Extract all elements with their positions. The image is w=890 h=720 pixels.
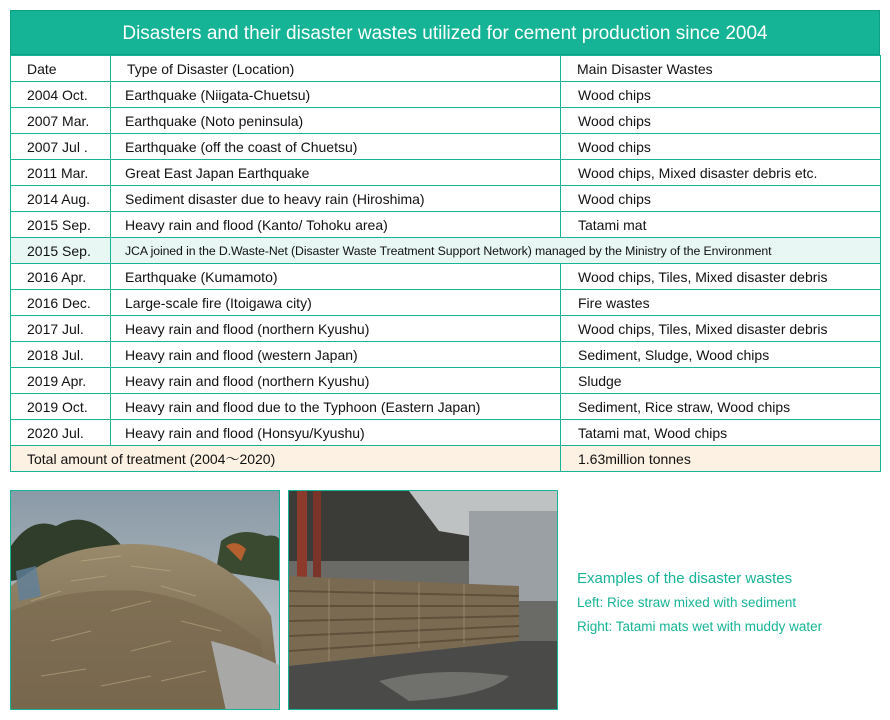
cell-type: Earthquake (Kumamoto) (111, 264, 561, 290)
table-row (11, 316, 881, 342)
cell-type: Heavy rain and flood (Honsyu/Kyushu) (111, 420, 561, 446)
cell-date: 2007 Jul . (11, 134, 111, 160)
cell-wastes: Wood chips (561, 108, 881, 134)
total-row (11, 446, 881, 472)
cell-date: 2011 Mar. (11, 160, 111, 186)
cell-wastes: Fire wastes (561, 290, 881, 316)
table-row (11, 82, 881, 108)
table-row (11, 290, 881, 316)
table-row (11, 264, 881, 290)
table-row (11, 160, 881, 186)
table-header-row (11, 56, 881, 82)
cell-date: 2007 Mar. (11, 108, 111, 134)
cell-date: 2019 Apr. (11, 368, 111, 394)
cell-wastes: Wood chips (561, 186, 881, 212)
cell-type: Heavy rain and flood (northern Kyushu) (111, 368, 561, 394)
cell-date: 2015 Sep. (11, 212, 111, 238)
table-row (11, 342, 881, 368)
cell-wastes: Wood chips (561, 134, 881, 160)
table-row (11, 186, 881, 212)
table-row (11, 212, 881, 238)
cell-date: 2014 Aug. (11, 186, 111, 212)
cell-type: Earthquake (Niigata-Chuetsu) (111, 82, 561, 108)
cell-type: Earthquake (off the coast of Chuetsu) (111, 134, 561, 160)
cell-wastes: Wood chips (561, 82, 881, 108)
cell-type: Great East Japan Earthquake (111, 160, 561, 186)
table-title: Disasters and their disaster wastes utilized for cement production since 2004 (10, 10, 880, 55)
caption-right: Right: Tatami mats wet with muddy water (577, 619, 823, 634)
d-waste-net-row (11, 238, 881, 264)
total-label: Total amount of treatment (2004〜2020) (11, 446, 561, 472)
header-date: Date (11, 56, 111, 82)
caption-title: Examples of the disaster wastes (577, 570, 793, 587)
cell-wastes: Tatami mat, Wood chips (561, 420, 881, 446)
cell-date: 2019 Oct. (11, 394, 111, 420)
cell-date: 2016 Dec. (11, 290, 111, 316)
cell-type: Large-scale fire (Itoigawa city) (111, 290, 561, 316)
cell-date: 2018 Jul. (11, 342, 111, 368)
cell-type: Heavy rain and flood (northern Kyushu) (111, 316, 561, 342)
cell-date: 2017 Jul. (11, 316, 111, 342)
table-row (11, 368, 881, 394)
table-row (11, 134, 881, 160)
photo-caption (577, 570, 822, 643)
header-type: Type of Disaster (Location) (111, 56, 561, 82)
total-value: 1.63million tonnes (561, 446, 881, 472)
header-wastes: Main Disaster Wastes (561, 56, 881, 82)
tatami-mats-stack-photo (288, 490, 558, 710)
cell-wastes: Wood chips, Tiles, Mixed disaster debris (561, 264, 881, 290)
rice-straw-pile-photo (10, 490, 280, 710)
cell-wastes: Wood chips, Mixed disaster debris etc. (561, 160, 881, 186)
cell-date: 2004 Oct. (11, 82, 111, 108)
cell-type: Sediment disaster due to heavy rain (Hiroshima) (111, 186, 561, 212)
d-waste-net-note: JCA joined in the D.Waste-Net (Disaster Waste Treatment Support Network) managed by the Ministry of the Environment (111, 238, 881, 264)
cell-wastes: Sediment, Rice straw, Wood chips (561, 394, 881, 420)
cell-date: 2015 Sep. (11, 238, 111, 264)
cell-date: 2016 Apr. (11, 264, 111, 290)
cell-wastes: Tatami mat (561, 212, 881, 238)
cell-type: Heavy rain and flood due to the Typhoon (Eastern Japan) (111, 394, 561, 420)
disaster-table-section (10, 10, 880, 472)
table-row (11, 420, 881, 446)
cell-type: Heavy rain and flood (Kanto/ Tohoku area) (111, 212, 561, 238)
table-row (11, 394, 881, 420)
cell-wastes: Sludge (561, 368, 881, 394)
cell-wastes: Sediment, Sludge, Wood chips (561, 342, 881, 368)
disaster-table (10, 55, 881, 472)
cell-wastes: Wood chips, Tiles, Mixed disaster debris (561, 316, 881, 342)
table-row (11, 108, 881, 134)
cell-type: Earthquake (Noto peninsula) (111, 108, 561, 134)
cell-type: Heavy rain and flood (western Japan) (111, 342, 561, 368)
cell-date: 2020 Jul. (11, 420, 111, 446)
caption-left: Left: Rice straw mixed with sediment (577, 595, 797, 610)
